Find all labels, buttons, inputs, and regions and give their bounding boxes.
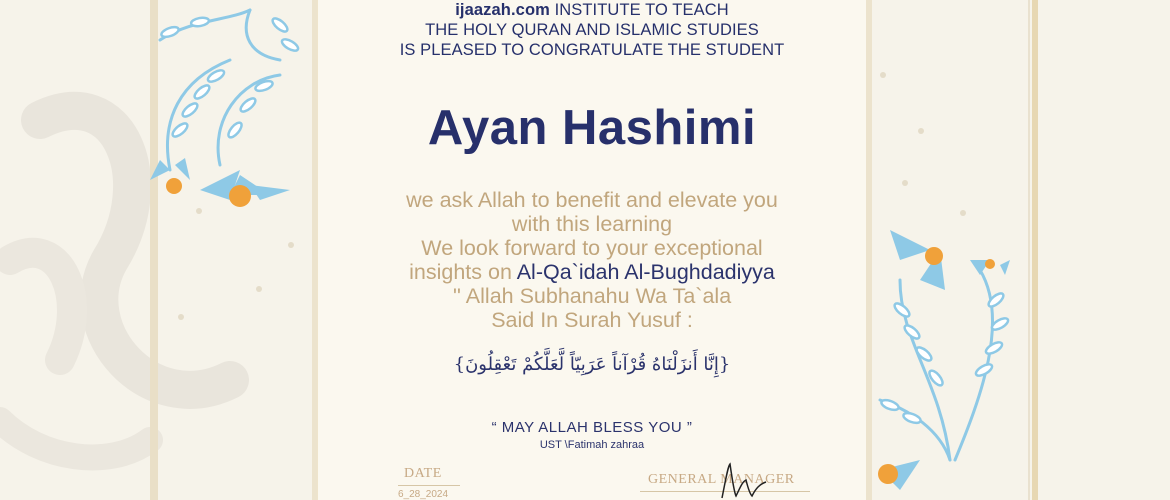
teacher-name: UST \Fatimah zahraa — [539, 439, 645, 451]
brand-name: ijaazah.com — [455, 1, 550, 19]
header-line-1 — [318, 0, 866, 20]
message-line-3: We look forward to your exceptional — [421, 236, 763, 260]
course-name: Al-Qa`idah Al-Bughdadiyya — [516, 260, 775, 284]
decor-dot — [960, 210, 966, 216]
header-line-2: THE HOLY QURAN AND ISLAMIC STUDIES — [425, 21, 759, 39]
decor-dot — [902, 180, 908, 186]
student-name: Ayan Hashimi — [427, 101, 757, 155]
general-manager-label: GENERAL MANAGER — [648, 472, 795, 487]
left-flower-decoration — [140, 0, 320, 220]
decor-dot — [288, 242, 294, 248]
certificate-header — [318, 0, 866, 60]
date-underline — [398, 485, 460, 486]
quran-verse: {إِنَّا أَنزَلْنَاهُ قُرْآناً عَرَبِيّاً لَّعَلَّكُمْ تَعْقِلُونَ} — [453, 354, 731, 375]
decor-dot — [918, 128, 924, 134]
right-flower-decoration — [860, 220, 1040, 500]
message-line-4-prefix: insights on — [409, 260, 517, 284]
message-line-2: with this learning — [511, 212, 673, 236]
message-line-5: '' Allah Subhanahu Wa Ta`ala — [452, 284, 732, 308]
manager-signature — [716, 458, 776, 500]
header-line-1-rest: INSTITUTE TO TEACH — [549, 1, 729, 19]
blessing-text: “ MAY ALLAH BLESS YOU ” — [491, 419, 693, 436]
decor-dot — [880, 72, 886, 78]
date-value: 6_28_2024 — [398, 489, 449, 500]
decor-dot — [178, 314, 184, 320]
message-line-6: Said In Surah Yusuf : — [491, 308, 693, 332]
message-line-4 — [318, 260, 866, 284]
date-label: DATE — [404, 466, 442, 481]
message-line-1: we ask Allah to benefit and elevate you — [406, 188, 778, 212]
header-line-3: IS PLEASED TO CONGRATULATE THE STUDENT — [399, 41, 785, 59]
decor-dot — [256, 286, 262, 292]
message-block — [318, 188, 866, 332]
